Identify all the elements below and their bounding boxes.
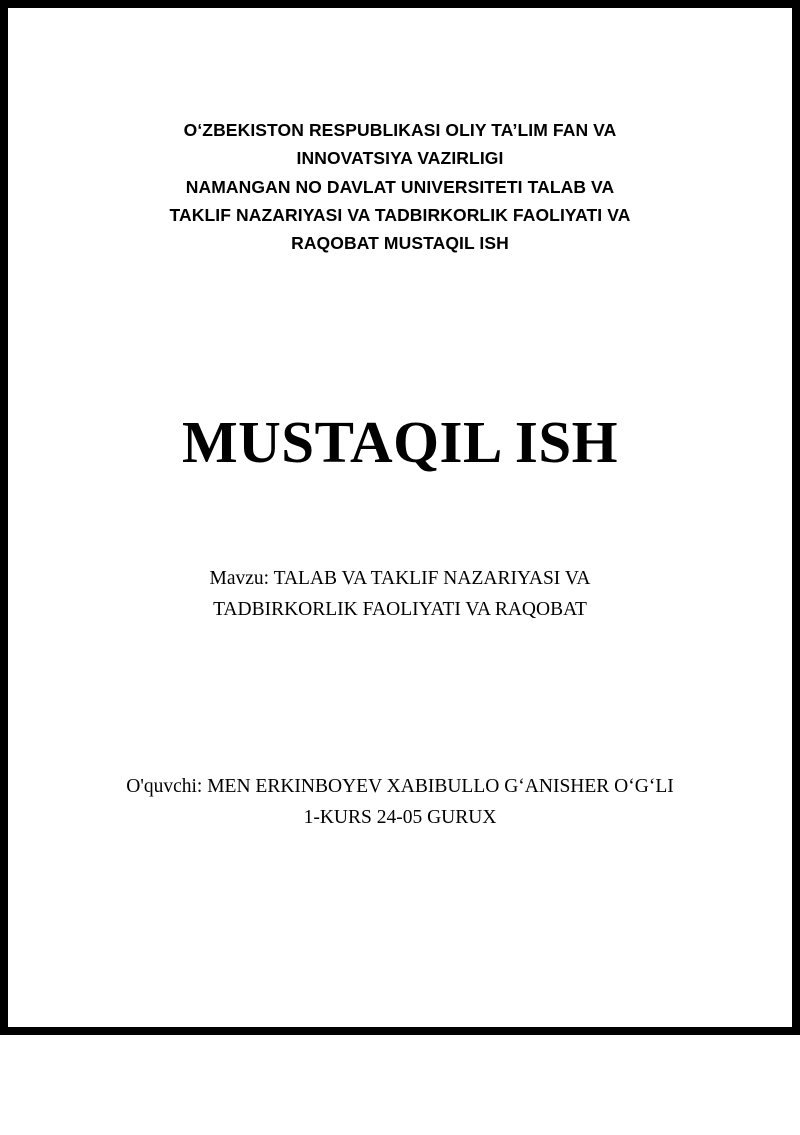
- institution-header-line-1: O‘ZBEKISTON RESPUBLIKASI OLIY TA’LIM FAN VA: [183, 120, 617, 140]
- page-title: MUSTAQIL ISH: [181, 408, 619, 475]
- institution-header-line-4: TAKLIF NAZARIYASI VA TADBIRKORLIK FAOLIYATI VA: [169, 205, 631, 226]
- institution-header-line-5: RAQOBAT MUSTAQIL ISH: [291, 233, 509, 254]
- institution-header-line-2: INNOVATSIYA VAZIRLIGI: [296, 148, 504, 169]
- subject-line: Mavzu: TALAB VA TAKLIF NAZARIYASI VA TADBIRKORLIK FAOLIYATI VA RAQOBAT: [209, 567, 591, 621]
- institution-header: [68, 116, 732, 258]
- author-line: O'quvchi: MEN ERKINBOYEV XABIBULLO G‘ANISHER O‘G‘LI 1-KURS 24-05 GURUX: [126, 775, 674, 829]
- page-content: [8, 116, 792, 1135]
- institution-header-line-3: NAMANGAN NO DAVLAT UNIVERSITETI TALAB VA: [185, 176, 615, 197]
